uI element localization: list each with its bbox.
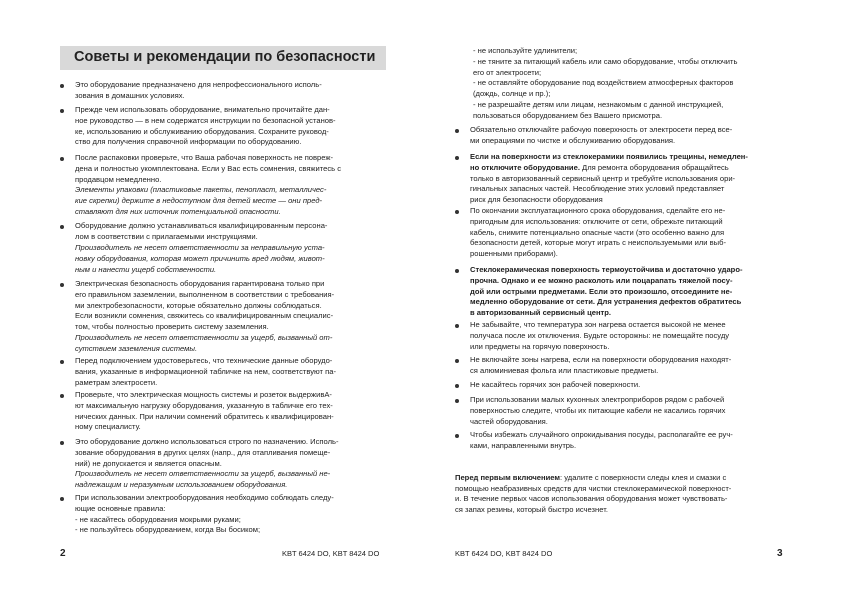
bullet-icon [60,84,64,88]
left-text: Перед подключением удостоверьтесь, что технические данные оборудо- вания, указанные в информационной табличке на нем, соответствуют па- раметрам электросети. [75,356,336,387]
right-text: По окончании эксплуатационного срока оборудования, сделайте его не- пригодным для использования: отключите от сети, обрежьте питающий кабель, снимите потенциально опасные части (это особенно важно для безопасности детей, которые могут играть с неиспользуемыми или выб- рошенными приборами). [470,206,727,259]
bullet-icon [60,225,64,229]
bullet-icon [455,129,459,133]
right-text: Не включайте зоны нагрева, если на поверхности оборудования находят- ся алюминиевая фольга или пластиковые предметы. [470,355,732,375]
left-text: Прежде чем использовать оборудование, внимательно прочитайте дан- ное руководство — в нем содержатся инструкции по безопасной установ- ке, использованию и обслуживанию оборудования. Сохраните руковод- ство для получения справочной информации по оборудованию. [75,105,336,147]
left-text: Производитель не несет ответственности за неправильную уста- новку оборудования, которая может причинить вред людям, живот- ным и нанести ущерб собственности. [75,243,325,274]
bullet-icon [455,399,459,403]
bullet-icon [60,497,64,501]
left-text: Проверьте, что электрическая мощность системы и розеток выдерживА- ют максимальную нагрузку оборудования, указанную в табличке его тех- нических данных. При наличии сомнений обратитесь к квалифицирован- ному специалисту. [75,390,334,432]
right-text: При использовании малых кухонных электроприборов рядом с рабочей поверхностью следите, чтобы их питающие кабели не касались горячих частей оборудования. [470,395,726,426]
footer-model-right: KBT 6424 DO, KBT 8424 DO [455,549,553,558]
right-text: Стеклокерамическая поверхность термоустойчива и достаточно ударо- прочна. Однако и ее можно расколоть или поцарапать тяжелой посу- дой или острыми предметами. Если это произошло, отсоедините не- медленно оборудование от сети. Для устранения дефектов обратитесь в авторизованный сервисный центр. [470,265,743,318]
right-text: Обязательно отключайте рабочую поверхность от электросети перед все- ми операциями по чистке и обслуживанию оборудования. [470,125,733,145]
left-text: Это оборудование предназначено для непрофессионального исполь- зования в домашних условиях. [75,80,322,100]
right-text: Не касайтесь горячих зон рабочей поверхности. [470,380,641,389]
left-text: Производитель не несет ответственности за ущерб, вызванный от- сутствием заземления системы. [75,333,333,353]
bullet-icon [60,394,64,398]
right-text: Не забывайте, что температура зон нагрева остается высокой не менее получаса после их отключения. Будьте осторожны: не помещайте посуду или предметы на горячую поверхность. [470,320,730,351]
first-use-label: Перед первым включением [455,472,561,482]
right-text: Чтобы избежать случайного опрокидывания посуды, располагайте ее руч- ками, направленными внутрь. [470,430,733,450]
left-text: При использовании электрооборудования необходимо соблюдать следу- ющие основные правила: - не касайтесь оборудования мокрыми руками; - не пользуйтесь оборудованием, когда Вы босиком; [75,493,334,535]
page-number-right: 3 [777,548,783,559]
section-title-box [60,46,386,70]
bullet-icon [455,269,459,273]
bullet-icon [60,283,64,287]
left-text: Производитель не несет ответственности за ущерб, вызванный не- надлежащим и неразумным использованием оборудования. [75,469,331,489]
bullet-icon [455,359,459,363]
section-title: Советы и рекомендации по безопасности [74,49,376,65]
first-use-text: : удалите с поверхности следы клея и смазки с помощью неабразивных средств для чистки стеклокерамической поверхност- и. В течение первых часов использования оборудования может чувствовать- ся запах резины, который быстро исчезнет. [455,472,732,515]
bullet-icon [455,156,459,160]
left-text: После распаковки проверьте, что Ваша рабочая поверхность не повреж- дена и полностью укомплектована. Если у Вас есть сомнения, свяжитесь с продавцом немедленно. [75,153,342,184]
bullet-icon [455,384,459,388]
bullet-icon [455,434,459,438]
left-text: Элементы упаковки (пластиковые пакеты, пенопласт, металличес- кие скрепки) держите в недоступном для детей месте — они пред- ставляют для них источник потенциальной опасности. [75,185,327,216]
page-number-left: 2 [60,548,66,559]
left-text: Электрическая безопасность оборудования гарантирована только при его правильном заземлении, выполненном в соответствии с требования- ми электробезопасности, которые обязательно должны соблюдаться. Если возникли сомнения, свяжитесь со квалифицированным специалис- том, чтобы полностью проверить систему заземления. [75,279,335,332]
first-use-paragraph [455,462,787,516]
emphasis-text: Если на поверхности из стеклокерамики появились трещины, немедлен- но отключите оборудование. [470,152,748,172]
footer-model-left: KBT 6424 DO, KBT 8424 DO [282,549,380,558]
bullet-icon [455,210,459,214]
bullet-icon [60,157,64,161]
right-text: - не используйте удлинители; - не тяните за питающий кабель или само оборудование, чтобы отключить его от электросети; - не оставляйте оборудование под воздействием атмосферных факторов (дождь, солнце и пр.); - не разрешайте детям или лицам, незнакомым с данной инструкцией, пользоваться оборудованием без Вашего присмотра. [473,46,738,120]
right-text: Если на поверхности из стеклокерамики появились трещины, немедлен- но отключите оборудование. Для ремонта оборудования обращайтесь только в авторизованный сервисный центр и требуйте использования ори- гинальных запасных частей. Несоблюдение этих условий представляет риск для безопасности оборудования [470,152,748,205]
bullet-icon [455,324,459,328]
bullet-icon [60,109,64,113]
left-text: Это оборудование должно использоваться строго по назначению. Исполь- зование оборудования в других целях (напр., для отапливания помеще- ний) не допускается и является опасным. [75,437,339,468]
bullet-icon [60,360,64,364]
left-text: Оборудование должно устанавливаться квалифицированным персона- лом в соответствии с прилагаемыми инструкциями. [75,221,328,241]
bullet-icon [60,441,64,445]
